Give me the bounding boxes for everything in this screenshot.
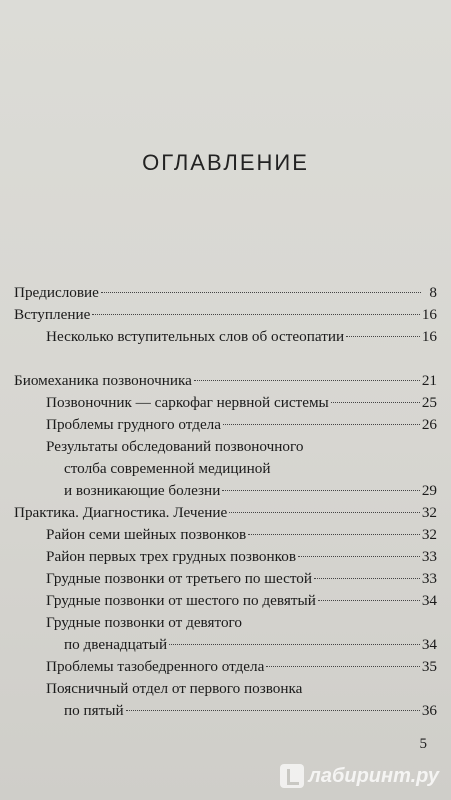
toc-entry-page: 33 [421,548,437,565]
dot-leader [92,314,419,315]
page-number: 5 [419,736,427,752]
table-of-contents [14,282,437,722]
toc-entry-title: Район первых трех грудных позвонков [46,548,296,565]
toc-entry-title: Предисловие [14,284,99,301]
bleed-through-text [113,6,433,94]
watermark [280,764,439,788]
toc-entry-title-continuation: и возникающие болезни [64,482,221,499]
toc-entry-title: Поясничный отдел от первого позвонка [46,680,303,697]
toc-entry [14,414,437,436]
toc-entry-title: Проблемы тазобедренного отдела [46,658,265,675]
toc-entry [14,612,437,656]
toc-entry [14,392,437,414]
toc-entry-page: 16 [421,306,437,323]
toc-entry-title: Биомеханика позвоночника [14,372,192,389]
page-title: ОГЛАВЛЕНИЕ [142,150,309,175]
toc-entry [14,282,437,304]
dot-leader [314,578,420,579]
watermark-text: лабиринт.ру [308,764,439,787]
toc-entry-page: 32 [421,504,437,521]
toc-entry-title: Грудные позвонки от третьего по шестой [46,570,313,587]
toc-entry-page: 33 [421,570,437,587]
toc-entry [14,370,437,392]
dot-leader [248,534,420,535]
dot-leader [331,402,420,403]
toc-entry [14,436,437,502]
toc-entry-page: 35 [421,658,437,675]
dot-leader [222,490,419,491]
toc-entry [14,590,437,612]
toc-entry-title: Результаты обследований позвоночного [46,438,304,455]
toc-entry [14,678,437,722]
dot-leader [298,556,420,557]
toc-entry-title: Позвоночник — саркофаг нервной системы [46,394,329,411]
dot-leader [194,380,420,381]
toc-entry [14,568,437,590]
toc-entry [14,546,437,568]
toc-entry-page: 32 [421,526,437,543]
toc-entry-title: Практика. Диагностика. Лечение [14,504,228,521]
toc-entry-title-continuation: столба современной медициной [64,460,271,477]
dot-leader [229,512,420,513]
toc-entry-page: 16 [421,328,437,345]
toc-entry-page: 29 [421,482,437,499]
toc-entry [14,304,437,326]
dot-leader [126,710,420,711]
dot-leader [223,424,420,425]
labirint-logo-icon [280,764,304,788]
toc-entry [14,326,437,348]
dot-leader [266,666,419,667]
toc-entry-page: 34 [421,592,437,609]
toc-entry [14,524,437,546]
toc-entry-page: 25 [421,394,437,411]
toc-entry-page: 34 [421,636,437,653]
toc-entry-page: 8 [429,284,437,301]
toc-entry-title: Грудные позвонки от шестого по девятый [46,592,316,609]
toc-entry-page: 21 [421,372,437,389]
toc-entry-title: Несколько вступительных слов об остеопатии [46,328,345,345]
toc-entry-title: Грудные позвонки от девятого [46,614,242,631]
toc-entry-title-continuation: по пятый [64,702,124,719]
toc-entry [14,656,437,678]
toc-entry-page: 26 [421,416,437,433]
dot-leader [318,600,420,601]
toc-entry-title: Вступление [14,306,91,323]
dot-leader [169,644,420,645]
dot-leader [346,336,420,337]
dot-leader [101,292,421,293]
toc-entry-page: 36 [421,702,437,719]
toc-entry-title: Проблемы грудного отдела [46,416,222,433]
toc-entry-title-continuation: по двенадцатый [64,636,168,653]
toc-entry [14,502,437,524]
toc-entry-title: Район семи шейных позвонков [46,526,247,543]
